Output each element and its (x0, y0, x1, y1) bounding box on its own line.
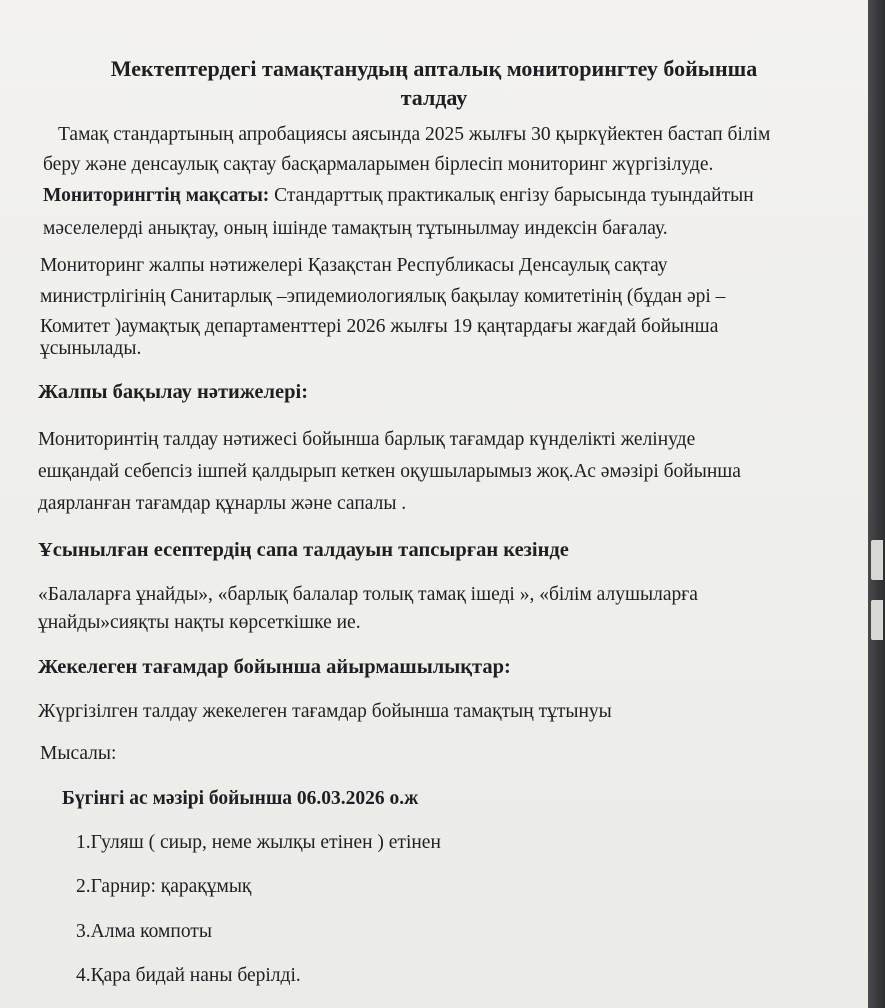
results-intro-line: ұсынылады. (40, 338, 142, 359)
differences-text: Жүргізілген талдау жекелеген тағамдар бойынша тамақтың тұтынуы (38, 701, 612, 722)
menu-item: 3.Алма компоты (76, 921, 212, 942)
general-results-line: Мониторинтің талдау нәтижесі бойынша барлық тағамдар күнделікті желінуде (38, 429, 696, 450)
purpose-text: Стандарттық практикалық енгізу барысында туындайтын (269, 185, 754, 206)
reports-heading: Ұсынылған есептердің сапа талдауын тапсырған кезінде (38, 539, 569, 561)
results-intro-line: Мониторинг жалпы нәтижелері Қазақстан Республикасы Денсаулық сақтау (40, 255, 668, 276)
example-label: Мысалы: (40, 743, 117, 764)
document-title-line-2: талдау (400, 85, 468, 110)
menu-item: 1.Гуляш ( сиыр, неме жылқы етінен ) етінен (76, 832, 441, 853)
purpose-line-1 (43, 186, 754, 206)
menu-heading: Бүгінгі ас мәзірі бойынша 06.03.2026 о.ж (62, 788, 419, 809)
differences-heading: Жекелеген тағамдар бойынша айырмашылықтар: (38, 656, 511, 678)
general-results-heading: Жалпы бақылау нәтижелері: (38, 381, 309, 403)
general-results-line: даярланған тағамдар құнарлы және сапалы . (38, 493, 407, 514)
results-intro-line: министрлігінің Санитарлық –эпидемиологиялық бақылау комитетінің (бұдан әрі – (40, 286, 726, 307)
intro-line: беру және денсаулық сақтау басқармаларымен бірлесіп мониторинг жүргізілуде. (43, 154, 714, 175)
menu-item: 2.Гарнир: қарақұмық (76, 876, 252, 897)
underlying-page-edge (871, 540, 883, 580)
general-results-line: ешқандай себепсіз ішпей қалдырып кеткен оқушыларымыз жоқ.Ас әмәзірі бойынша (38, 461, 741, 482)
reports-line: ұнайды»сияқты нақты көрсеткішке ие. (38, 612, 361, 633)
intro-line: Тамақ стандартының апробациясы аясында 2025 жылғы 30 қыркүйектен бастап білім (58, 124, 771, 145)
reports-line: «Балаларға ұнайды», «барлық балалар толық тамақ ішеді », «білім алушыларға (38, 584, 698, 605)
menu-item: 4.Қара бидай наны берілді. (76, 965, 301, 986)
document-title-line-1: Мектептердегі тамақтанудың апталық мониторингтеу бойынша (110, 56, 758, 81)
purpose-line-2: мәселелерді анықтау, оның ішінде тамақтың тұтынылмау индексін бағалау. (43, 218, 668, 239)
page-edge-shadow (868, 0, 885, 1008)
purpose-label: Мониторингтің мақсаты: (43, 185, 270, 206)
results-intro-line: Комитет )аумақтық департаменттері 2026 жылғы 19 қаңтардағы жағдай бойынша (40, 316, 719, 337)
underlying-page-edge (871, 600, 883, 640)
